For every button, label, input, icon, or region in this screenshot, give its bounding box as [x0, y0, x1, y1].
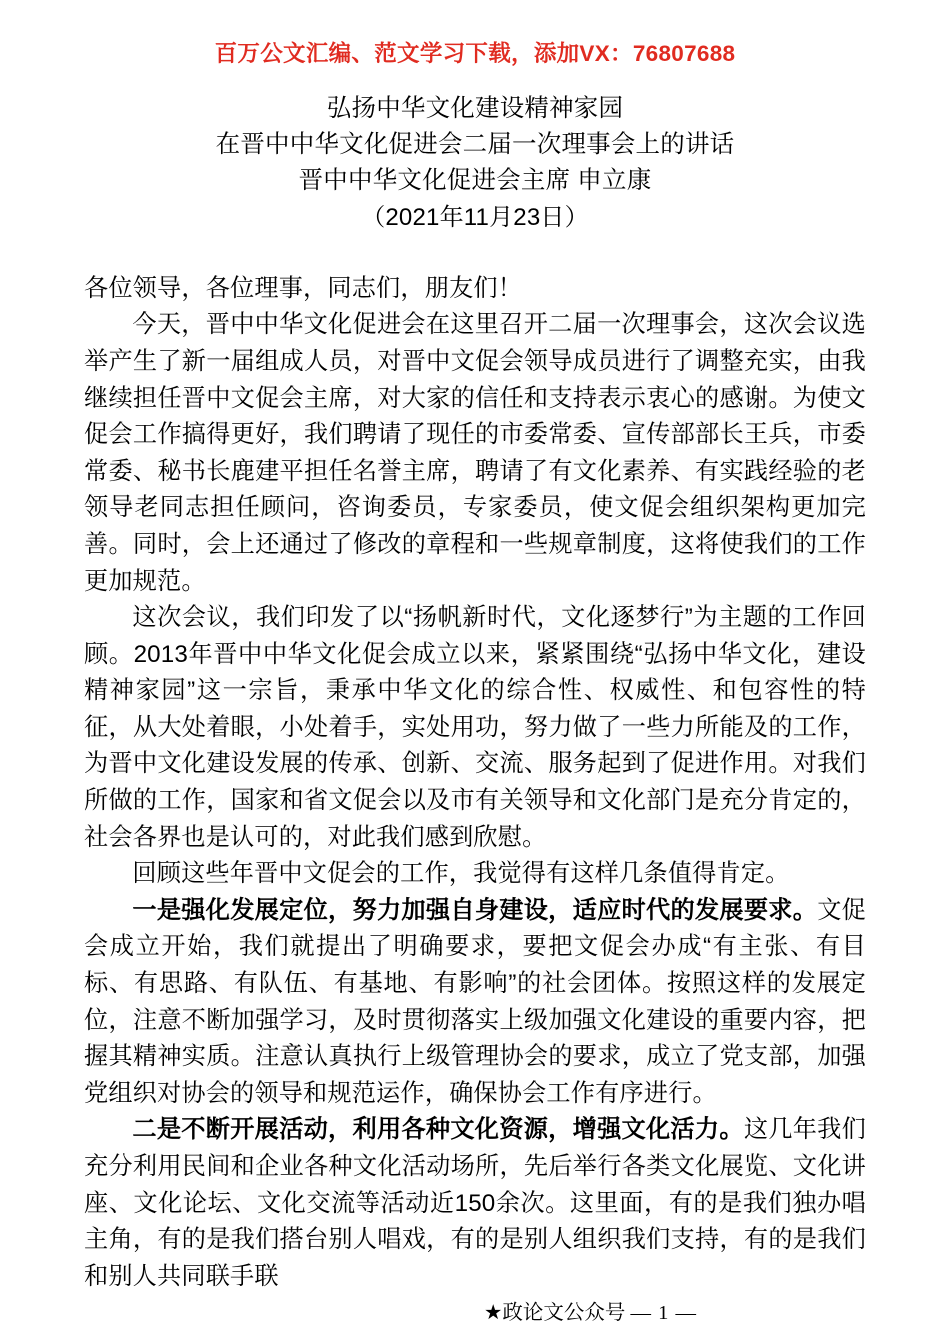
document-dateline: （2021年11月23日） — [361, 203, 589, 231]
body-paragraph-4-heading: 一是强化发展定位，努力加强自身建设，适应时代的发展要求。 — [132, 896, 818, 924]
body-paragraph-4 — [84, 893, 866, 1113]
body-paragraph-5-text: 这几年我们充分利用民间和企业各种文化活动场所，先后举行各类文化展览、文化讲座、文化论坛、文化交流等活动近150余次。这里面，有的是我们独办唱主角，有的是我们搭台别人唱戏，有的是别人组织我们支持，有的是我们和别人共同联手联 — [84, 1116, 866, 1290]
footer-dash-right: — — [675, 1302, 696, 1324]
body-paragraph-3: 回顾这些年晋中文促会的工作，我觉得有这样几条值得肯定。 — [132, 860, 790, 888]
body-paragraph-1: 今天，晋中中华文化促进会在这里召开二届一次理事会，这次会议选举产生了新一届组成人员，对晋中文促会领导成员进行了调整充实，由我继续担任晋中文促会主席，对大家的信任和支持表示衷心的感谢。为使文促会工作搞得更好，我们聘请了现任的市委常委、宣传部部长王兵，市委常委、秘书长鹿建平担任名誉主席，聘请了有文化素养、有实践经验的老领导老同志担任顾问，咨询委员，专家委员，使文促会组织架构更加完善。同时，会上还通过了修改的章程和一些规章制度，这将使我们的工作更加规范。 — [84, 311, 866, 595]
body-paragraph-5-heading: 二是不断开展活动，利用各种文化资源，增强文化活力。 — [132, 1116, 744, 1144]
document-title-line-1: 弘扬中华文化建设精神家园 — [326, 94, 624, 122]
star-icon: ★ — [483, 1300, 503, 1324]
body-paragraph-4-text: 文促会成立开始，我们就提出了明确要求，要把文促会办成“有主张、有目标、有思路、有队伍、有基地、有影响”的社会团体。按照这样的发展定位，注意不断加强学习，及时贯彻落实上级加强文化建设的重要内容，把握其精神实质。注意认真执行上级管理协会的要求，成立了党支部，加强党组织对协会的领导和规范运作，确保协会工作有序进行。 — [84, 896, 866, 1107]
page-footer — [0, 1299, 950, 1326]
salutation-paragraph: 各位领导，各位理事，同志们，朋友们！ — [84, 274, 523, 302]
body-paragraph-5 — [84, 1112, 866, 1295]
page-footer-content — [484, 1299, 696, 1326]
document-body — [84, 271, 866, 1296]
document-byline: 晋中中华文化促进会主席 申立康 — [298, 166, 652, 194]
promo-banner-text: 百万公文汇编、范文学习下载，添加VX：76807688 — [214, 41, 736, 66]
promo-banner — [84, 42, 866, 67]
footer-brand-label: 政论文公众号 — [502, 1302, 626, 1324]
body-paragraph-2: 这次会议，我们印发了以“扬帆新时代，文化逐梦行”为主题的工作回顾。2013年晋中中华文化促会成立以来，紧紧围绕“弘扬中华文化，建设精神家园”这一宗旨，秉承中华文化的综合性、权威性、和包容性的特征，从大处着眼，小处着手，实处用功，努力做了一些力所能及的工作，为晋中文化建设发展的传承、创新、交流、服务起到了促进作用。对我们所做的工作，国家和省文促会以及市有关领导和文化部门是充分肯定的，社会各界也是认可的，对此我们感到欣慰。 — [84, 604, 866, 851]
footer-dash-left: — — [630, 1302, 651, 1324]
document-title-block — [84, 91, 866, 237]
document-title-line-2: 在晋中中华文化促进会二届一次理事会上的讲话 — [215, 130, 735, 158]
footer-page-number: 1 — [658, 1302, 669, 1324]
